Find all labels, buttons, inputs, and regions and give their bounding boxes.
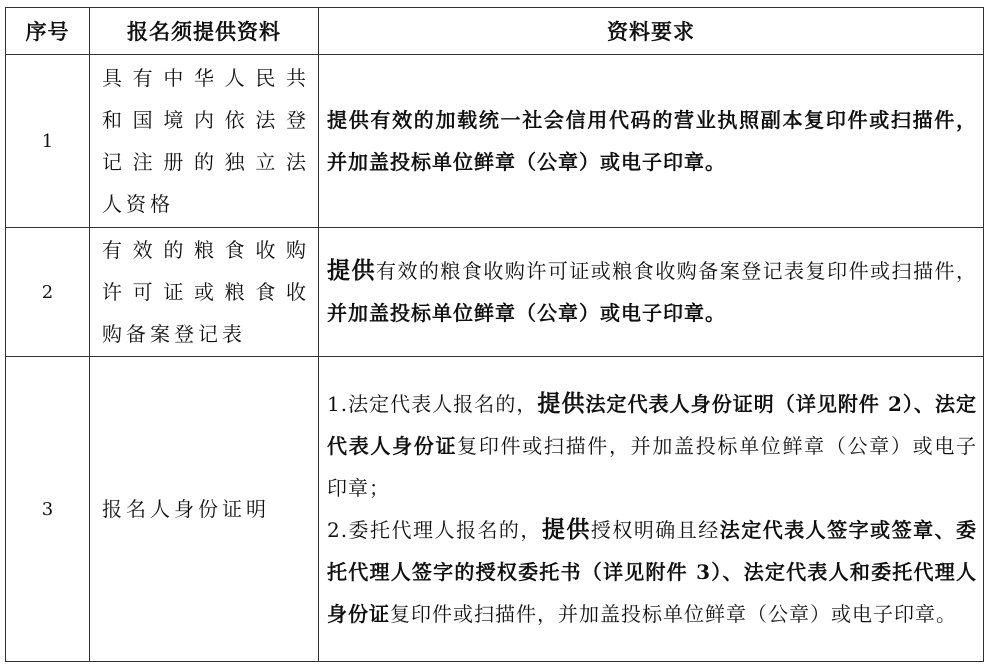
- requirement-bold: 法定代表人身份证明（详见附件 2）、法定代表人身份证: [327, 392, 978, 458]
- row-number: 2: [6, 228, 90, 357]
- material-line: 有效的粮食收购: [102, 238, 310, 262]
- requirement-paragraph-1: [327, 383, 977, 509]
- material-line: 具有中华人民共: [102, 66, 310, 90]
- requirement-plain: 1.法定代表人报名的，: [327, 392, 538, 416]
- table-row: [6, 357, 984, 662]
- requirement-emphasis: 提供: [327, 257, 376, 284]
- requirements-table: [5, 7, 984, 662]
- header-materials: 报名须提供资料: [90, 8, 319, 55]
- material-name: [90, 228, 319, 357]
- material-name: 报名人身份证明: [90, 357, 319, 662]
- material-line: 记注册的独立法: [102, 150, 310, 174]
- material-line: 和国境内依法登: [102, 108, 310, 132]
- requirement-bold: 法定代表人签字或签章、委托代理人签字的授权委托书（详见附件 3）、法定代表人和委托代理人身份证: [327, 518, 978, 626]
- row-number: 3: [6, 357, 90, 662]
- row-number: 1: [6, 55, 90, 228]
- material-line: 人资格: [102, 192, 174, 216]
- requirement-plain: 复印件或扫描件，并加盖投标单位鲜章（公章）或电子印章；: [327, 434, 978, 500]
- table-row: [6, 228, 984, 357]
- requirement-bold: 提供有效的加载统一社会信用代码的营业执照副本复印件或扫描件，并加盖投标单位鲜章（公章）或电子印章。: [327, 108, 977, 174]
- requirement-plain: 有效的粮食收购许可证或粮食收购备案登记表复印件或扫描件，: [375, 259, 978, 283]
- table-row: [6, 55, 984, 228]
- requirement-text: [319, 357, 984, 662]
- table-header-row: [6, 8, 984, 55]
- requirement-plain: 授权明确且经: [590, 518, 720, 542]
- requirement-plain: 复印件或扫描件，并加盖投标单位鲜章（公章）或电子印章。: [390, 602, 957, 626]
- header-requirements: 资料要求: [319, 8, 984, 55]
- requirement-emphasis: 提供: [541, 516, 591, 543]
- requirement-bold: 并加盖投标单位鲜章（公章）或电子印章。: [327, 301, 726, 325]
- requirement-plain: 2.委托代理人报名的，: [327, 518, 542, 542]
- requirement-text: [319, 228, 984, 357]
- requirement-paragraph-2: [327, 509, 977, 635]
- material-line: 许可证或粮食收: [102, 280, 310, 304]
- material-line: 购备案登记表: [102, 322, 246, 346]
- requirement-text: [319, 55, 984, 228]
- material-name: [90, 55, 319, 228]
- requirement-emphasis: 提供: [537, 390, 586, 417]
- header-serial: 序号: [6, 8, 90, 55]
